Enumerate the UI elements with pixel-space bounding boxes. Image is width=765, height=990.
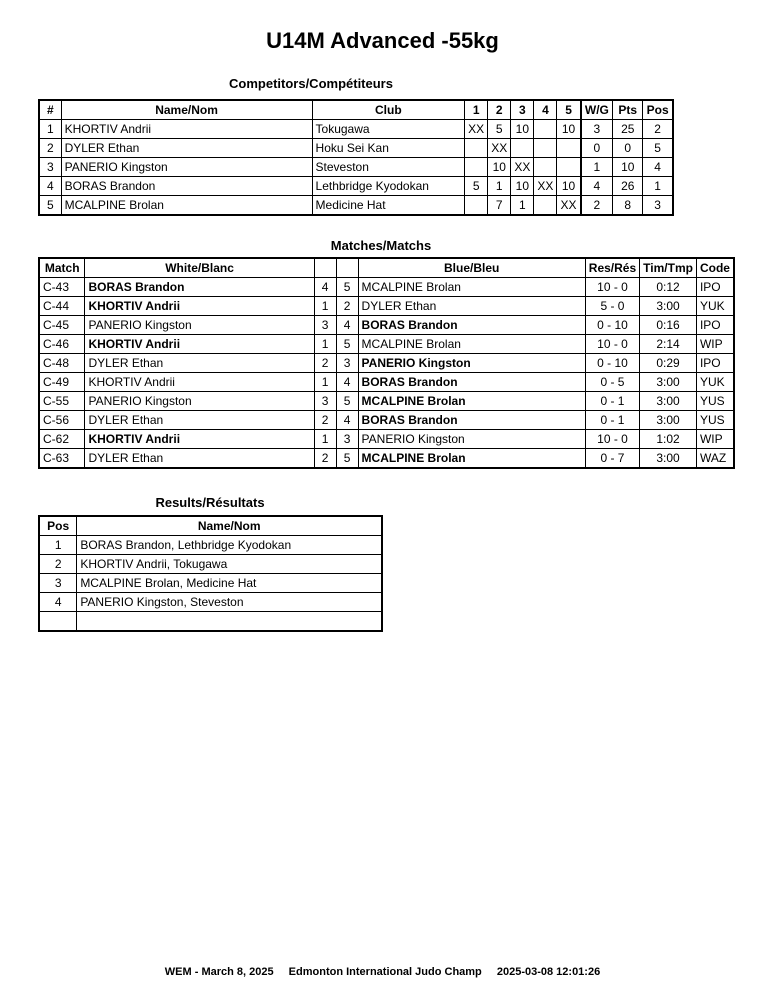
match-time: 0:16: [640, 316, 697, 335]
white-num: 2: [314, 354, 336, 373]
competitor-num: 1: [39, 120, 61, 139]
match-result: 10 - 0: [585, 335, 639, 354]
result-pos: 4: [39, 593, 77, 612]
white-num: 1: [314, 335, 336, 354]
result-row: [39, 593, 382, 612]
match-result: 0 - 10: [585, 316, 639, 335]
match-time: 3:00: [640, 411, 697, 430]
match-code: IPO: [696, 354, 734, 373]
col-match: Match: [39, 258, 85, 278]
blue-competitor: BORAS Brandon: [358, 373, 585, 392]
result-pos: [39, 612, 77, 632]
match-row: [39, 392, 734, 411]
col-pts: Pts: [613, 100, 643, 120]
score-r3: 10: [511, 120, 534, 139]
competitor-row: [39, 139, 673, 158]
col-code: Code: [696, 258, 734, 278]
match-code: YUK: [696, 373, 734, 392]
match-id: C-44: [39, 297, 85, 316]
competitor-name: PANERIO Kingston: [61, 158, 312, 177]
score-r5: XX: [557, 196, 581, 216]
results-header-row: [39, 516, 382, 536]
col-club: Club: [312, 100, 465, 120]
match-time: 2:14: [640, 335, 697, 354]
competitor-wg: 2: [581, 196, 613, 216]
blue-num: 5: [336, 278, 358, 297]
score-r4: XX: [534, 177, 557, 196]
col-result-pos: Pos: [39, 516, 77, 536]
match-code: WAZ: [696, 449, 734, 469]
competitor-wg: 0: [581, 139, 613, 158]
competitor-pts: 10: [613, 158, 643, 177]
match-row: [39, 335, 734, 354]
score-r5: [557, 158, 581, 177]
results-table: [38, 515, 383, 632]
competitor-wg: 3: [581, 120, 613, 139]
match-result: 0 - 1: [585, 411, 639, 430]
competitor-club: Medicine Hat: [312, 196, 465, 216]
col-wg: W/G: [581, 100, 613, 120]
competitor-name: KHORTIV Andrii: [61, 120, 312, 139]
col-r3: 3: [511, 100, 534, 120]
blue-competitor: PANERIO Kingston: [358, 430, 585, 449]
competitor-row: [39, 120, 673, 139]
white-num: 2: [314, 449, 336, 469]
match-row: [39, 278, 734, 297]
blue-num: 4: [336, 316, 358, 335]
match-id: C-55: [39, 392, 85, 411]
match-row: [39, 297, 734, 316]
competitor-name: BORAS Brandon: [61, 177, 312, 196]
competitor-pos: 3: [643, 196, 673, 216]
result-name: BORAS Brandon, Lethbridge Kyodokan: [77, 536, 382, 555]
score-r3: 1: [511, 196, 534, 216]
competitor-row: [39, 196, 673, 216]
score-r4: [534, 196, 557, 216]
match-row: [39, 411, 734, 430]
white-num: 1: [314, 430, 336, 449]
competitor-pts: 25: [613, 120, 643, 139]
match-time: 3:00: [640, 449, 697, 469]
match-result: 0 - 5: [585, 373, 639, 392]
white-num: 3: [314, 316, 336, 335]
score-r1: [465, 139, 488, 158]
score-r1: [465, 158, 488, 177]
blue-num: 4: [336, 373, 358, 392]
blue-competitor: MCALPINE Brolan: [358, 278, 585, 297]
white-competitor: KHORTIV Andrii: [85, 297, 314, 316]
match-result: 0 - 10: [585, 354, 639, 373]
match-row: [39, 316, 734, 335]
col-name: Name/Nom: [61, 100, 312, 120]
match-time: 3:00: [640, 392, 697, 411]
score-r2: 10: [488, 158, 511, 177]
score-r3: XX: [511, 158, 534, 177]
competitor-pos: 5: [643, 139, 673, 158]
competitor-name: DYLER Ethan: [61, 139, 312, 158]
match-id: C-48: [39, 354, 85, 373]
col-pos: Pos: [643, 100, 673, 120]
competitor-pos: 1: [643, 177, 673, 196]
white-num: 1: [314, 373, 336, 392]
match-row: [39, 354, 734, 373]
match-result: 10 - 0: [585, 430, 639, 449]
blue-num: 3: [336, 430, 358, 449]
white-num: 2: [314, 411, 336, 430]
footer-championship: Edmonton International Judo Champ: [288, 966, 482, 978]
match-code: YUS: [696, 392, 734, 411]
white-num: 3: [314, 392, 336, 411]
competitor-pts: 26: [613, 177, 643, 196]
match-result: 5 - 0: [585, 297, 639, 316]
competitor-row: [39, 158, 673, 177]
match-code: YUS: [696, 411, 734, 430]
white-competitor: KHORTIV Andrii: [85, 335, 314, 354]
match-id: C-49: [39, 373, 85, 392]
match-row: [39, 373, 734, 392]
page-title: U14M Advanced -55kg: [266, 28, 499, 53]
score-r4: [534, 120, 557, 139]
blue-num: 5: [336, 335, 358, 354]
competitor-club: Hoku Sei Kan: [312, 139, 465, 158]
blue-competitor: MCALPINE Brolan: [358, 449, 585, 469]
results-heading: Results/Résultats: [155, 495, 265, 510]
score-r1: [465, 196, 488, 216]
match-time: 3:00: [640, 373, 697, 392]
score-r5: 10: [557, 177, 581, 196]
match-result: 10 - 0: [585, 278, 639, 297]
blue-num: 4: [336, 411, 358, 430]
col-num: #: [39, 100, 61, 120]
competitor-club: Lethbridge Kyodokan: [312, 177, 465, 196]
blue-competitor: MCALPINE Brolan: [358, 335, 585, 354]
white-competitor: PANERIO Kingston: [85, 316, 314, 335]
result-row: [39, 555, 382, 574]
score-r5: 10: [557, 120, 581, 139]
competitor-pts: 8: [613, 196, 643, 216]
match-code: WIP: [696, 335, 734, 354]
blue-competitor: DYLER Ethan: [358, 297, 585, 316]
score-r1: XX: [465, 120, 488, 139]
competitor-num: 3: [39, 158, 61, 177]
white-competitor: KHORTIV Andrii: [85, 430, 314, 449]
match-code: WIP: [696, 430, 734, 449]
match-id: C-63: [39, 449, 85, 469]
competitor-pos: 4: [643, 158, 673, 177]
match-time: 1:02: [640, 430, 697, 449]
col-white-num: [314, 258, 336, 278]
match-result: 0 - 1: [585, 392, 639, 411]
score-r4: [534, 139, 557, 158]
score-r2: 5: [488, 120, 511, 139]
competitors-table: [38, 99, 674, 216]
score-r2: 1: [488, 177, 511, 196]
score-r4: [534, 158, 557, 177]
competitor-name: MCALPINE Brolan: [61, 196, 312, 216]
blue-competitor: MCALPINE Brolan: [358, 392, 585, 411]
competitor-row: [39, 177, 673, 196]
white-competitor: PANERIO Kingston: [85, 392, 314, 411]
col-white: White/Blanc: [85, 258, 314, 278]
match-code: IPO: [696, 316, 734, 335]
match-id: C-46: [39, 335, 85, 354]
matches-header-row: [39, 258, 734, 278]
result-row: [39, 612, 382, 632]
result-pos: 3: [39, 574, 77, 593]
footer: [0, 966, 765, 978]
result-pos: 1: [39, 536, 77, 555]
match-time: 3:00: [640, 297, 697, 316]
competitor-wg: 1: [581, 158, 613, 177]
competitor-wg: 4: [581, 177, 613, 196]
result-name: [77, 612, 382, 632]
col-result-name: Name/Nom: [77, 516, 382, 536]
result-name: KHORTIV Andrii, Tokugawa: [77, 555, 382, 574]
competitor-club: Steveston: [312, 158, 465, 177]
result-row: [39, 536, 382, 555]
result-pos: 2: [39, 555, 77, 574]
white-competitor: BORAS Brandon: [85, 278, 314, 297]
col-r4: 4: [534, 100, 557, 120]
col-time: Tim/Tmp: [640, 258, 697, 278]
competitor-num: 4: [39, 177, 61, 196]
competitors-heading: Competitors/Compétiteurs: [229, 76, 393, 91]
blue-num: 5: [336, 392, 358, 411]
col-blue: Blue/Bleu: [358, 258, 585, 278]
competitor-club: Tokugawa: [312, 120, 465, 139]
white-competitor: DYLER Ethan: [85, 411, 314, 430]
score-r2: 7: [488, 196, 511, 216]
match-id: C-45: [39, 316, 85, 335]
white-competitor: KHORTIV Andrii: [85, 373, 314, 392]
match-row: [39, 449, 734, 469]
match-time: 0:12: [640, 278, 697, 297]
result-name: MCALPINE Brolan, Medicine Hat: [77, 574, 382, 593]
blue-competitor: BORAS Brandon: [358, 316, 585, 335]
match-time: 0:29: [640, 354, 697, 373]
score-r3: [511, 139, 534, 158]
competitor-num: 5: [39, 196, 61, 216]
score-r5: [557, 139, 581, 158]
match-id: C-56: [39, 411, 85, 430]
match-code: IPO: [696, 278, 734, 297]
match-row: [39, 430, 734, 449]
footer-timestamp: 2025-03-08 12:01:26: [496, 966, 601, 978]
white-num: 1: [314, 297, 336, 316]
blue-competitor: BORAS Brandon: [358, 411, 585, 430]
score-r3: 10: [511, 177, 534, 196]
footer-event: WEM - March 8, 2025: [164, 966, 274, 978]
blue-num: 5: [336, 449, 358, 469]
match-code: YUK: [696, 297, 734, 316]
result-row: [39, 574, 382, 593]
competitor-pos: 2: [643, 120, 673, 139]
competitor-pts: 0: [613, 139, 643, 158]
blue-competitor: PANERIO Kingston: [358, 354, 585, 373]
match-id: C-43: [39, 278, 85, 297]
competitor-num: 2: [39, 139, 61, 158]
matches-heading: Matches/Matchs: [330, 238, 432, 253]
white-competitor: DYLER Ethan: [85, 449, 314, 469]
score-r2: XX: [488, 139, 511, 158]
matches-table: [38, 257, 735, 469]
white-num: 4: [314, 278, 336, 297]
col-r2: 2: [488, 100, 511, 120]
col-r5: 5: [557, 100, 581, 120]
match-result: 0 - 7: [585, 449, 639, 469]
match-id: C-62: [39, 430, 85, 449]
blue-num: 3: [336, 354, 358, 373]
white-competitor: DYLER Ethan: [85, 354, 314, 373]
blue-num: 2: [336, 297, 358, 316]
score-r1: 5: [465, 177, 488, 196]
col-res: Res/Rés: [585, 258, 639, 278]
col-blue-num: [336, 258, 358, 278]
competitors-header-row: [39, 100, 673, 120]
col-r1: 1: [465, 100, 488, 120]
result-name: PANERIO Kingston, Steveston: [77, 593, 382, 612]
